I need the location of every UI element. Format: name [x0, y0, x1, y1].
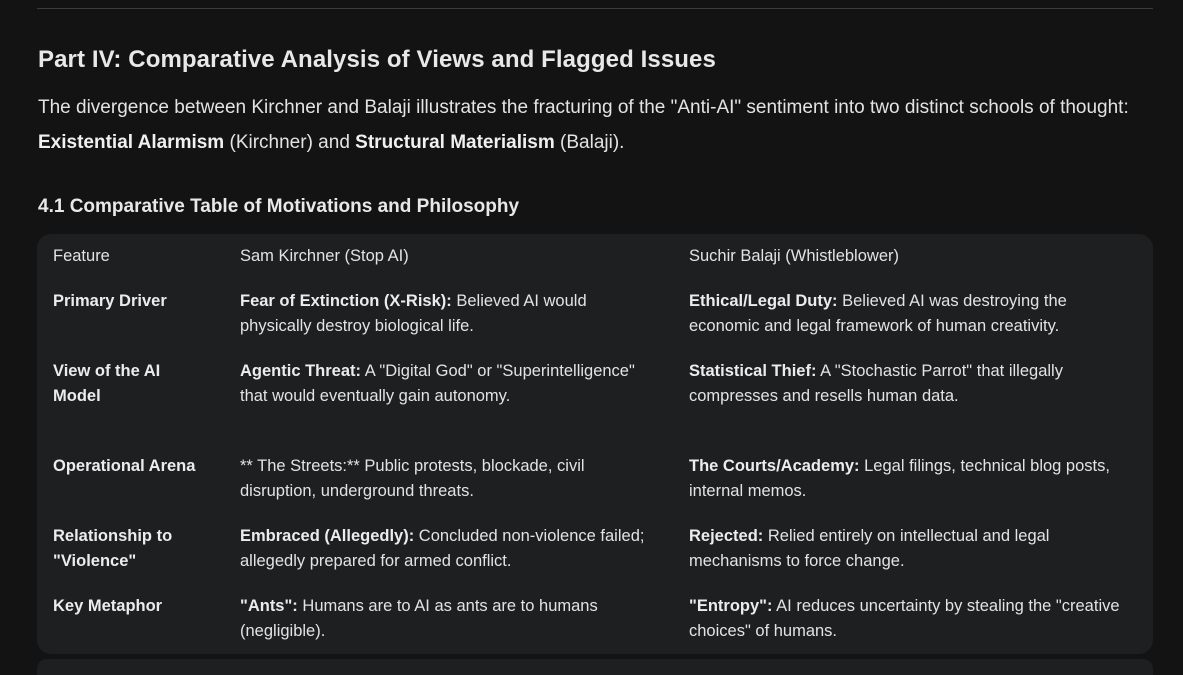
section-title: Part IV: Comparative Analysis of Views and Flagged Issues — [38, 46, 716, 73]
section-intro — [38, 90, 1158, 160]
intro-text-middle: (Kirchner) and — [224, 132, 356, 153]
cell-text: Relied entirely on intellectual and legal mechanisms to force change. — [689, 527, 1050, 570]
intro-term-structural-materialism: Structural Materialism — [355, 132, 555, 153]
cell-lead: Embraced (Allegedly): — [240, 527, 415, 545]
intro-text-end: (Balaji). — [554, 132, 625, 153]
cell-text: AI reduces uncertainty by stealing the "creative choices" of humans. — [689, 597, 1120, 640]
top-divider — [37, 8, 1153, 9]
cell-text: ** The Streets:** Public protests, blockade, civil disruption, underground threats. — [240, 457, 585, 500]
row-balaji-cell — [689, 454, 1129, 504]
row-feature: Operational Arena — [53, 457, 196, 475]
cell-text: Humans are to AI as ants are to humans (negligible). — [240, 597, 598, 640]
comparison-table — [37, 234, 1153, 654]
cell-lead: Statistical Thief: — [689, 362, 817, 380]
header-feature: Feature — [53, 247, 110, 265]
row-balaji-cell — [689, 289, 1129, 339]
cell-text: A "Stochastic Parrot" that illegally compresses and resells human data. — [689, 362, 1063, 405]
row-kirchner-cell — [240, 359, 635, 409]
intro-text-start: The divergence between Kirchner and Balaji illustrates the fracturing of the "Anti-AI" sentiment into two distinct schools of thought: — [38, 97, 1129, 118]
cell-text: Believed AI would physically destroy biological life. — [240, 292, 587, 335]
cell-text: Believed AI was destroying the economic and legal framework of human creativity. — [689, 292, 1067, 335]
row-feature: Primary Driver — [53, 292, 167, 310]
row-balaji-cell — [689, 359, 1129, 409]
cell-lead: Rejected: — [689, 527, 764, 545]
cell-text: A "Digital God" or "Superintelligence" that would eventually gain autonomy. — [240, 362, 635, 405]
cell-lead: Ethical/Legal Duty: — [689, 292, 838, 310]
cell-text: Concluded non-violence failed; allegedly prepared for armed conflict. — [240, 527, 645, 570]
row-balaji-cell — [689, 594, 1129, 644]
header-kirchner: Sam Kirchner (Stop AI) — [240, 247, 409, 265]
row-feature: View of the AI Model — [53, 362, 161, 405]
table-title: 4.1 Comparative Table of Motivations and Philosophy — [38, 196, 520, 217]
row-balaji-cell — [689, 524, 1129, 574]
row-kirchner-cell — [240, 289, 660, 339]
row-feature: Key Metaphor — [53, 597, 163, 615]
row-kirchner-cell — [240, 454, 660, 504]
row-kirchner-cell — [240, 524, 660, 574]
cell-text: Legal filings, technical blog posts, internal memos. — [689, 457, 1110, 500]
cell-lead: The Courts/Academy: — [689, 457, 860, 475]
next-content-card — [37, 659, 1153, 675]
cell-lead: "Ants": — [240, 597, 298, 615]
cell-lead: "Entropy": — [689, 597, 773, 615]
row-kirchner-cell — [240, 594, 660, 644]
row-feature: Relationship to "Violence" — [53, 527, 173, 570]
intro-term-existential-alarmism: Existential Alarmism — [38, 132, 225, 153]
cell-lead: Fear of Extinction (X-Risk): — [240, 292, 452, 310]
header-balaji: Suchir Balaji (Whistleblower) — [689, 247, 899, 265]
cell-lead: Agentic Threat: — [240, 362, 362, 380]
